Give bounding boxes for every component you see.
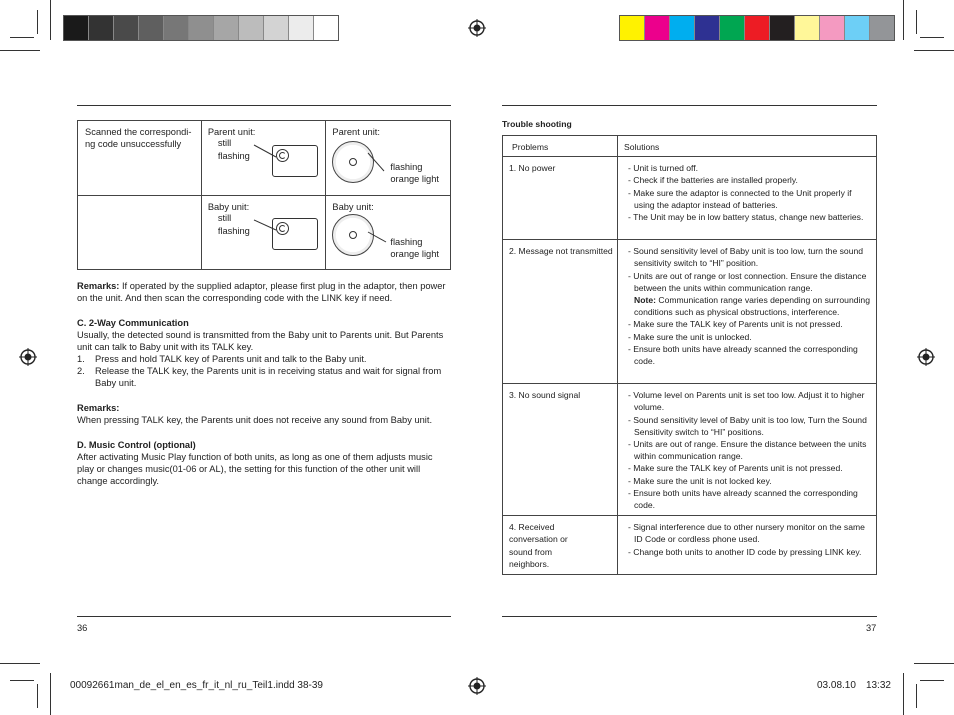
baby-unit-device-icon <box>272 218 318 250</box>
footer-rule-right <box>502 616 877 617</box>
header-problems: Problems <box>512 142 549 153</box>
color-swatch <box>669 16 694 40</box>
flashing-label: flashing <box>390 237 423 247</box>
remarks2-text: When pressing TALK key, the Parents unit does not receive any sound from Baby unit. <box>77 415 433 425</box>
crop-mark <box>50 673 51 715</box>
registration-mark-icon <box>19 348 37 366</box>
footer-timestamp <box>817 680 891 691</box>
scan-status-table <box>77 120 451 270</box>
registration-mark-icon <box>468 677 486 695</box>
right-page <box>502 118 877 575</box>
color-swatch <box>88 16 113 40</box>
parent-unit-label: Parent unit: <box>207 127 256 137</box>
orange-light-label: orange light <box>390 174 439 184</box>
color-swatch <box>644 16 669 40</box>
remarks-text: If operated by the supplied adaptor, please first plug in the adaptor, then power on the unit. And then scan the corresponding code with the LINK key if need. <box>77 281 446 303</box>
table-row: 4. Received conversation or sound from neighbors. - Signal interference due to other nursery monitor on the same ID Code or cordless phone used. - Change both units to another ID code by pressing LINK key. <box>503 516 877 575</box>
section-d-title: D. Music Control (optional) <box>77 440 196 450</box>
color-swatch <box>719 16 744 40</box>
color-swatch <box>844 16 869 40</box>
grayscale-color-bar <box>63 15 339 41</box>
footer-time: 13:32 <box>865 680 891 691</box>
flashing-label: flashing <box>390 162 423 172</box>
flashing-label: flashing <box>217 151 250 161</box>
color-swatch <box>288 16 313 40</box>
color-swatch <box>263 16 288 40</box>
table-row <box>78 196 202 270</box>
crop-mark <box>10 37 34 38</box>
problem-text: Scanned the correspondi-ng code unsuccessfully <box>85 127 192 149</box>
section-d-text: After activating Music Play function of both units, as long as one of them adjusts music play or changes music(01-06 or AL), the setting for this function of the other unit will change accordingly. <box>77 452 433 486</box>
baby-unit-label: Baby unit: <box>332 202 374 212</box>
color-swatch <box>213 16 238 40</box>
section-c-intro: Usually, the detected sound is transmitted from the Baby unit to Parents unit. But Parents unit can talk to Baby unit with its TALK key. <box>77 330 444 352</box>
crop-mark <box>903 673 904 715</box>
table-row: 1. No power - Unit is turned off. - Check if the batteries are installed properly. - Make sure the adaptor is connected to the Unit properly if using the adaptor instead of batteries. - The Unit may be in low battery status, change new batteries. <box>503 157 877 240</box>
crop-mark <box>0 663 40 664</box>
parent-unit-label: Parent unit: <box>332 127 380 137</box>
footer-date: 03.08.10 <box>817 680 856 691</box>
color-swatch <box>163 16 188 40</box>
color-swatch <box>620 16 644 40</box>
left-page <box>77 120 451 487</box>
baby-unit-label: Baby unit: <box>207 202 250 212</box>
header-rule-left <box>77 105 451 106</box>
remarks-label: Remarks: <box>77 281 120 291</box>
remarks2-label: Remarks: <box>77 403 120 413</box>
color-swatch <box>869 16 894 40</box>
color-swatch <box>769 16 794 40</box>
header-rule-right <box>502 105 877 106</box>
crop-mark <box>914 50 954 51</box>
page-number-right: 37 <box>866 623 877 633</box>
color-swatch <box>744 16 769 40</box>
flashing-label: flashing <box>217 226 250 236</box>
still-label: still <box>217 213 232 223</box>
registration-mark-icon <box>468 19 486 37</box>
crop-mark <box>916 684 917 708</box>
section-c-title: C. 2-Way Communication <box>77 318 189 328</box>
header-solutions: Solutions <box>624 142 660 153</box>
list-item: 1. Press and hold TALK key of Parents unit and talk to the Baby unit. <box>77 354 367 364</box>
color-swatch <box>313 16 338 40</box>
crop-mark <box>37 684 38 708</box>
problem-text: 2. Message not transmitted <box>509 246 613 257</box>
table-row: 3. No sound signal - Volume level on Parents unit is set too low. Adjust it to higher volume. - Sound sensitivity level of Baby unit is too low, Turn the Sound Sensitivity switch to “HI” positions. - Units are out of range. Ensure the distance between the units within communication range. - Make sure the TALK key of Parents unit is not pressed. - Make sure the unit is not locked key. - Ensure both units have already scanned the corresponding code. <box>503 384 877 516</box>
page-number-left: 36 <box>77 623 88 633</box>
crop-mark <box>903 0 904 40</box>
color-swatch <box>794 16 819 40</box>
crop-mark <box>37 10 38 34</box>
problem-text: 4. Received conversation or sound from neighbors. <box>509 522 568 569</box>
color-swatch <box>238 16 263 40</box>
crop-mark <box>914 663 954 664</box>
registration-mark-icon <box>917 348 935 366</box>
color-swatch <box>819 16 844 40</box>
footer-rule-left <box>77 616 451 617</box>
cmyk-color-bar <box>619 15 895 41</box>
table-row: 2. Message not transmitted - Sound sensitivity level of Baby unit is too low, turn the sound sensitivity switch to “HI” position. - Units are out of range or lost connection. Ensure the distance between the units within communication range. Note: Communication range varies depending on surrounding conditions such as physical obstructions, interference. - Make sure the TALK key of Parents unit is not pressed. - Make sure the unit is unlocked. - Ensure both units have already scanned the corresponding code. <box>503 240 877 384</box>
still-label: still <box>217 138 232 148</box>
note-paragraph: Note: Communication range varies depending on surrounding conditions such as physical obstructions, interference. <box>634 295 870 318</box>
color-swatch <box>188 16 213 40</box>
color-swatch <box>113 16 138 40</box>
crop-mark <box>920 680 944 681</box>
crop-mark <box>50 0 51 40</box>
crop-mark <box>0 50 40 51</box>
remarks-paragraph <box>77 280 451 304</box>
parent-unit-device-icon <box>272 145 318 177</box>
color-swatch <box>138 16 163 40</box>
color-swatch <box>694 16 719 40</box>
list-item: 2. Release the TALK key, the Parents unit is in receiving status and wait for signal from Baby unit. <box>77 366 442 388</box>
table-row <box>78 121 202 196</box>
crop-mark <box>10 680 34 681</box>
footer-filename: 00092661man_de_el_en_es_fr_it_nl_ru_Teil1.indd 38-39 <box>70 680 323 691</box>
crop-mark <box>916 10 917 34</box>
color-swatch <box>64 16 88 40</box>
crop-mark <box>920 37 944 38</box>
problem-text: 3. No sound signal <box>509 390 581 401</box>
orange-light-label: orange light <box>390 249 439 259</box>
trouble-shooting-title: Trouble shooting <box>502 119 572 129</box>
trouble-shooting-table <box>502 135 877 575</box>
problem-text: 1. No power <box>509 163 556 174</box>
